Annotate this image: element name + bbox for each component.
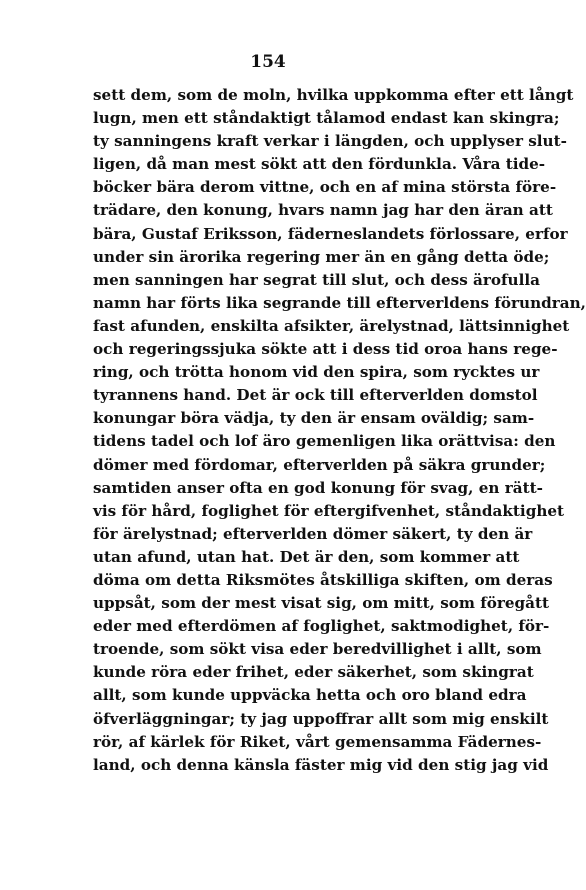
text-line: utan afund, utan hat. Det är den, som kommer att — [93, 547, 520, 566]
text-line: och regeringssjuka sökte att i dess tid oroa hans rege- — [93, 340, 558, 359]
text-line: eder med efterdömen af foglighet, saktmodighet, för- — [93, 617, 550, 636]
text-line: sett dem, som de moln, hvilka uppkomma efter ett långt — [93, 86, 574, 104]
text-line: men sanningen har segrat till slut, och dess ärofulla — [93, 270, 540, 289]
text-line: allt, som kunde uppväcka hetta och oro bland edra — [93, 686, 527, 705]
text-line: vis för hård, foglighet för eftergifvenhet, ståndaktighet — [93, 501, 565, 520]
text-line: konungar böra vädja, ty den är ensam oväldig; sam- — [93, 409, 535, 428]
text-line: uppsåt, som der mest visat sig, om mitt, som föregått — [93, 594, 550, 613]
text-line: bära, Gustaf Eriksson, fäderneslandets förlossare, erfor — [93, 224, 568, 243]
text-line: troende, som sökt visa eder beredvillighet i allt, som — [93, 640, 542, 659]
text-line: samtiden anser ofta en god konung för svag, en rätt- — [93, 478, 543, 497]
text-line: tyrannens hand. Det är ock till efterverlden domstol — [93, 386, 538, 405]
text-line: döma om detta Riksmötes åtskilliga skiften, om deras — [93, 570, 553, 589]
text-line: ty sanningens kraft verkar i längden, och upplyser slut- — [93, 132, 567, 151]
text-line: ligen, då man mest sökt att den fördunkla. Våra tide- — [93, 155, 546, 174]
text-line: trädare, den konung, hvars namn jag har den äran att — [93, 201, 553, 220]
text-line: lugn, men ett ståndaktigt tålamod endast kan skingra; — [93, 109, 560, 128]
text-line: tidens tadel och lof äro gemenligen lika orättvisa: den — [93, 432, 556, 451]
text-line: för ärelystnad; efterverlden dömer säkert, ty den är — [93, 524, 533, 543]
text-line: under sin ärorika regering mer än en gång detta öde; — [93, 247, 550, 266]
text-line: land, och denna känsla fäster mig vid den stig jag vid — [93, 755, 549, 774]
body-text — [93, 84, 586, 777]
text-line: ring, och trötta honom vid den spira, som rycktes ur — [93, 363, 540, 382]
page-number: 154 — [250, 52, 286, 72]
text-line: rör, af kärlek för Riket, vårt gemensamma Fädernes- — [93, 732, 542, 751]
text-line: fast afunden, enskilta afsikter, ärelystnad, lättsinnighet — [93, 316, 570, 335]
text-line: namn har förts lika segrande till efterverldens förundran, — [93, 293, 586, 312]
text-line: böcker bära derom vittne, och en af mina största före- — [93, 178, 557, 197]
text-line: dömer med fördomar, efterverlden på säkra grunder; — [93, 455, 546, 474]
text-line: öfverläggningar; ty jag uppoffrar allt som mig enskilt — [93, 709, 549, 728]
text-line: kunde röra eder frihet, eder säkerhet, som skingrat — [93, 663, 534, 682]
